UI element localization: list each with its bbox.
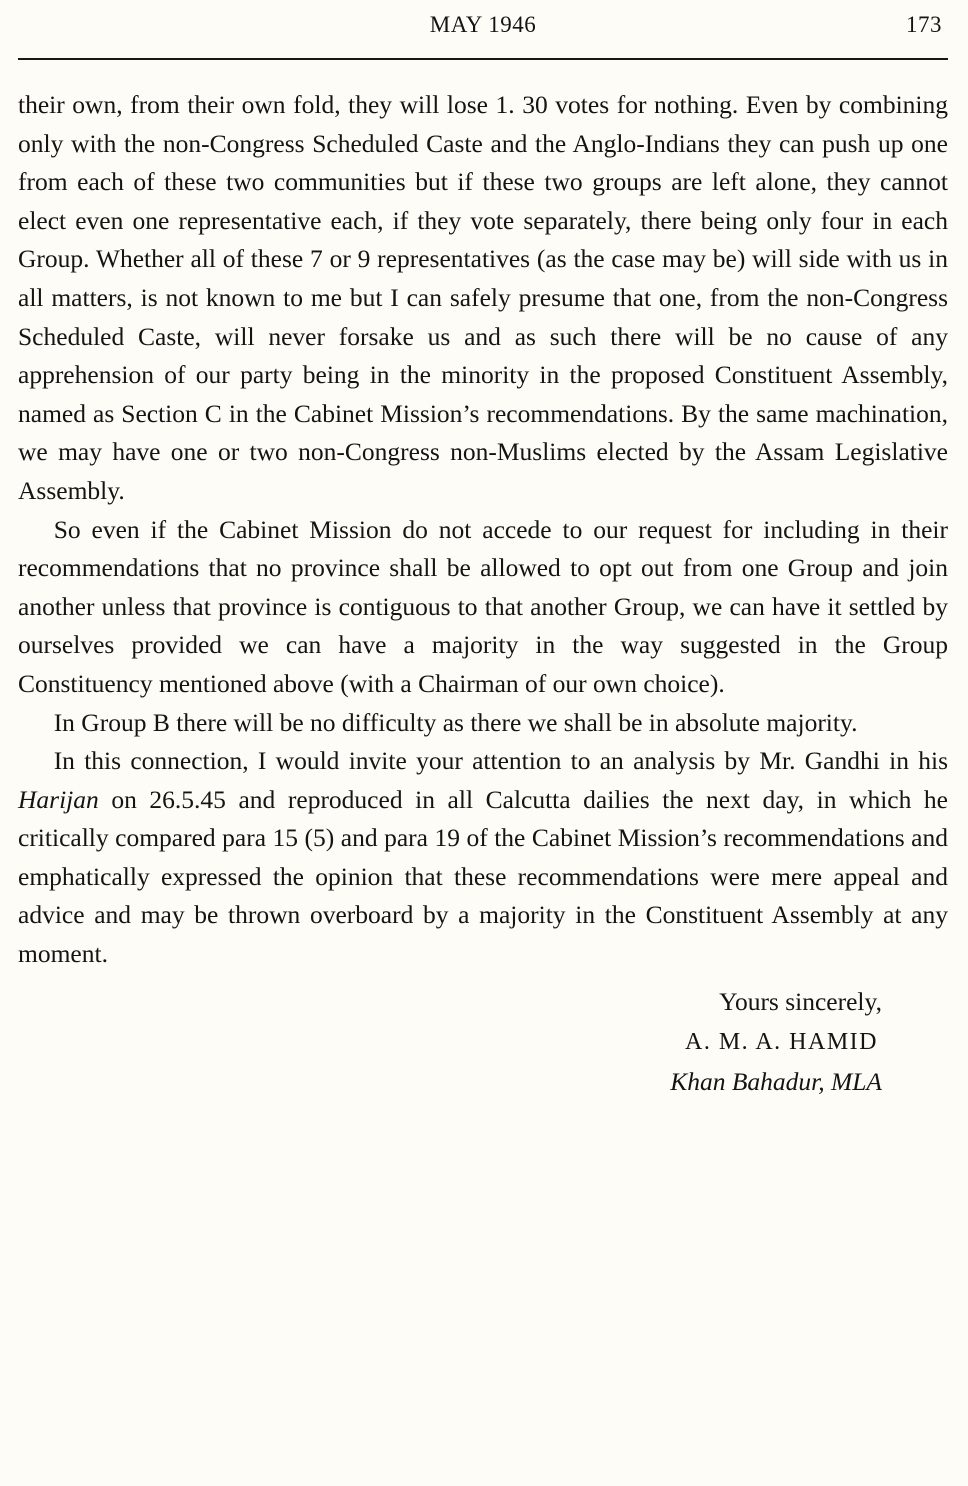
header-rule bbox=[18, 58, 948, 60]
paragraph-1: their own, from their own fold, they will lose 1. 30 votes for nothing. Even by combining only with the non-Congress Scheduled Caste and the Anglo-Indians they can push up one from each of these two communities but if these two groups are left alone, they cannot elect even one representative each, if they vote separately, there being only four in each Group. Whether all of these 7 or 9 representatives (as the case may be) will side with us in all matters, is not known to me but I can safely presume that one, from the non-Congress Scheduled Caste, will never forsake us and as such there will be no cause of any apprehension of our party being in the minority in the proposed Constituent Assembly, named as Section C in the Cabinet Mission’s recommendations. By the same machination, we may have one or two non-Congress non-Muslims elected by the Assam Legislative Assembly. bbox=[18, 90, 948, 505]
paragraph-4 bbox=[18, 742, 948, 974]
page-number: 173 bbox=[906, 12, 942, 37]
paragraph-3: In Group B there will be no difficulty as there we shall be in absolute majority. bbox=[53, 707, 858, 737]
paragraph-2: So even if the Cabinet Mission do not accede to our request for including in their recommendations that no province shall be allowed to opt out from one Group and join another unless that province is contiguous to that another Group, we can have it settled by ourselves provided we can have a majority in the way suggested in the Group Constituency mentioned above (with a Chairman of our own choice). bbox=[18, 514, 948, 698]
letter-body bbox=[18, 86, 948, 974]
paragraph-4-text-after: on 26.5.45 and reproduced in all Calcutta dailies the next day, in which he critically compared para 15 (5) and para 19 of the Cabinet Mission’s recommendations and emphatically expressed the opinion that these recommendations were mere appeal and advice and may be thrown overboard by a majority in the Constituent Assembly at any moment. bbox=[18, 784, 948, 969]
running-title: MAY 1946 bbox=[429, 12, 537, 37]
harijan-italic-title: Harijan bbox=[18, 784, 99, 814]
signature-name: A. M. A. HAMID bbox=[684, 1028, 878, 1055]
paragraph-4-text-before: In this connection, I would invite your attention to an analysis by Mr. Gandhi in his bbox=[53, 746, 948, 776]
page-header bbox=[18, 10, 948, 44]
signature-title: Khan Bahadur, MLA bbox=[670, 1066, 882, 1096]
valediction: Yours sincerely, bbox=[719, 986, 882, 1016]
letter-closing bbox=[18, 982, 948, 1102]
